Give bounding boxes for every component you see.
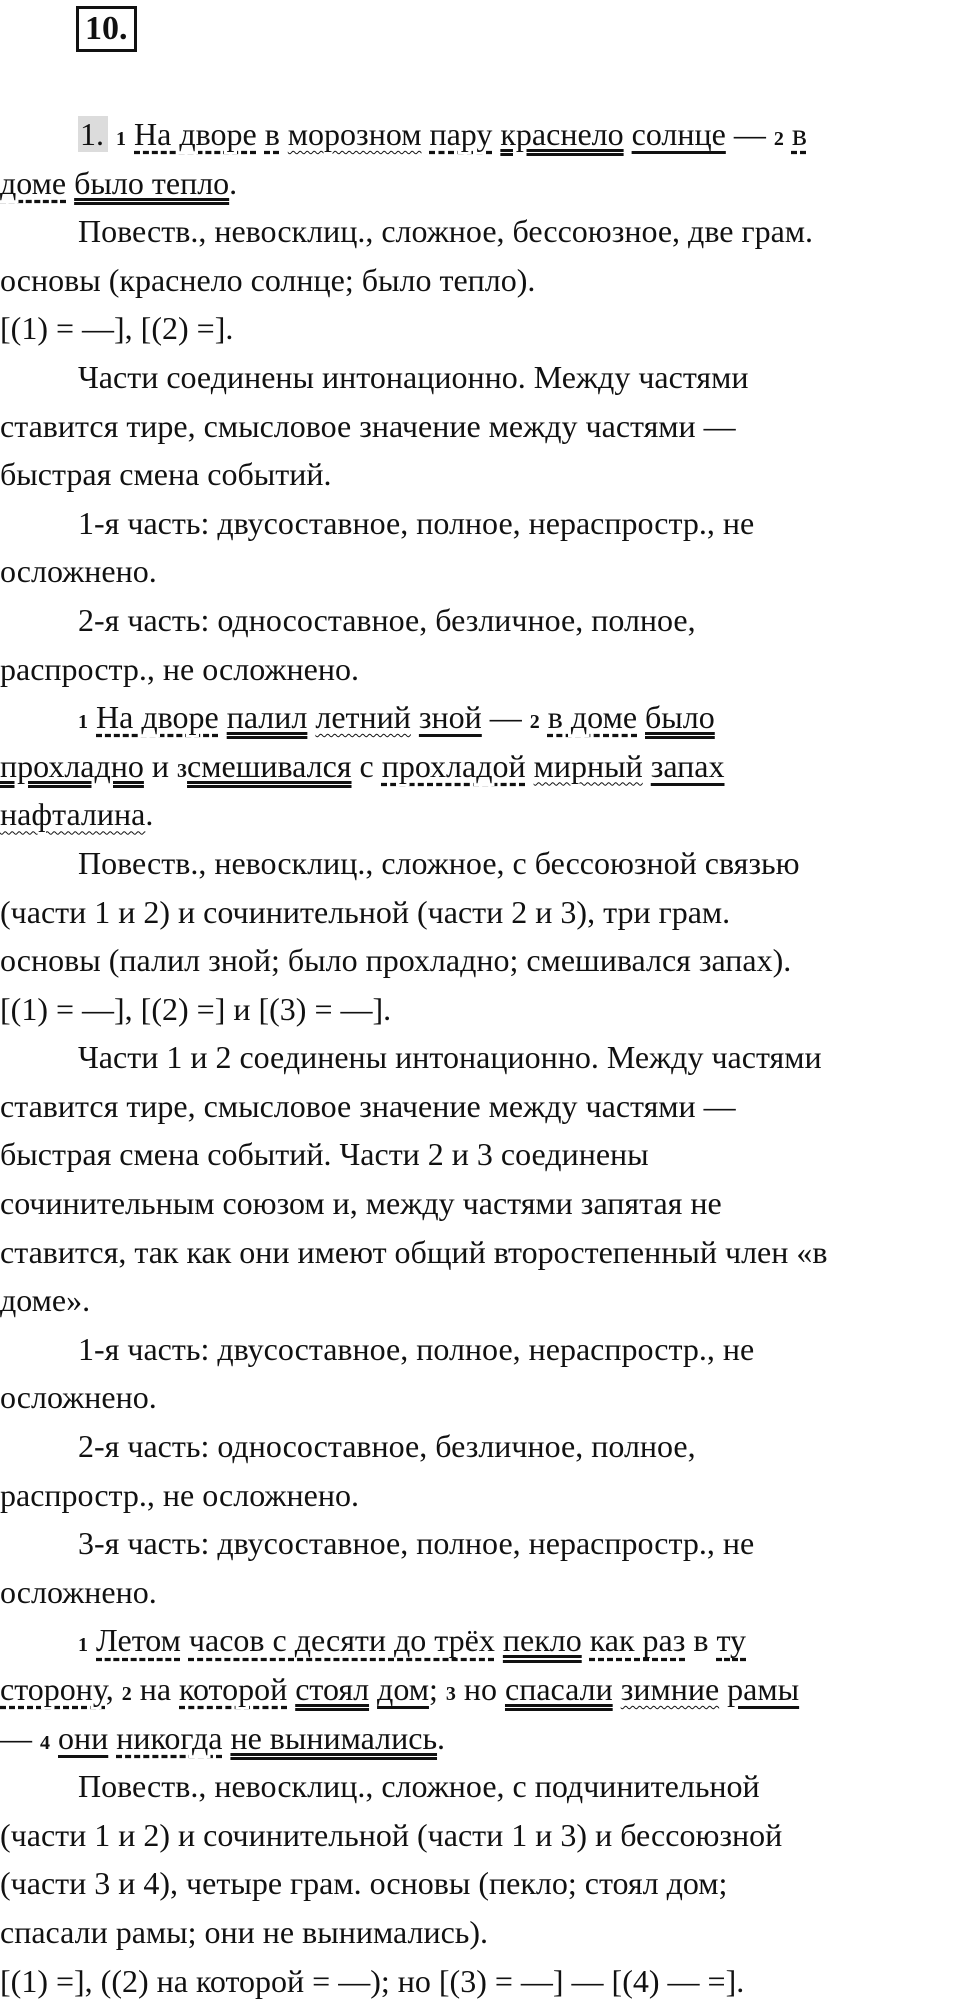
text-line: распростр., не осложнено. xyxy=(0,650,359,687)
part-number: 4 xyxy=(40,1731,50,1754)
predicate: смешивался xyxy=(187,747,352,784)
subject: запах xyxy=(650,747,725,784)
preposition: на xyxy=(139,1671,172,1707)
predicate: палил xyxy=(226,699,308,736)
text-line: (части 1 и 2) и сочинительной (части 1 и 3) и бессоюзной xyxy=(0,1816,783,1853)
period: . xyxy=(145,796,154,833)
sentence-2-line-3 xyxy=(0,790,940,839)
text-line: быстрая смена событий. xyxy=(0,456,332,493)
circumstance: которой xyxy=(179,1671,288,1707)
text-line: основы (палил зной; было прохладно; смешивался запах). xyxy=(0,942,792,979)
circumstance: никогда xyxy=(116,1719,223,1756)
predicate: прохладно xyxy=(0,747,144,784)
subject: солнце xyxy=(631,116,726,152)
preposition: с xyxy=(359,747,374,784)
predicate: стоял xyxy=(295,1671,370,1707)
conjunction: и xyxy=(151,747,170,784)
text-line: распростр., не осложнено. xyxy=(0,1476,359,1513)
scheme-2: [(1) = —], [(2) =] и [(3) = —]. xyxy=(0,990,392,1027)
attribute: зимние xyxy=(620,1671,720,1707)
predicate: было тепло xyxy=(74,164,230,201)
part-number: 2 xyxy=(121,1683,132,1705)
circumstance: в xyxy=(791,116,807,152)
document-body xyxy=(0,110,940,2005)
semicolon: ; xyxy=(428,1671,438,1707)
part-number: 1 xyxy=(116,128,126,150)
text-line: Повеств., невосклиц., сложное, с подчинительной xyxy=(78,1768,760,1805)
text-line: сочинительным союзом и, между частями запятая не xyxy=(0,1185,722,1222)
text-line: осложнено. xyxy=(0,1379,157,1416)
predicate: спасали xyxy=(504,1671,613,1707)
text-line: 2-я часть: односоставное, безличное, полное, xyxy=(78,1428,696,1465)
circumstance: На дворе xyxy=(96,699,219,736)
attribute: морозном xyxy=(287,116,422,152)
part-number: 2 xyxy=(773,128,784,150)
predicate: было xyxy=(645,699,715,736)
text-line: (части 3 и 4), четыре грам. основы (пекло; стоял дом; xyxy=(0,1865,728,1902)
text-line: основы (краснело солнце; было тепло). xyxy=(0,261,536,298)
circumstance: часов с десяти до трёх xyxy=(188,1622,495,1659)
task-number: 10. xyxy=(76,6,137,52)
circumstance: как раз xyxy=(589,1622,686,1659)
predicate: пекло xyxy=(502,1622,582,1659)
sentence-3-line-1 xyxy=(0,1616,940,1665)
dash: — xyxy=(733,116,766,152)
dash: — xyxy=(489,699,522,736)
item-label: 1. xyxy=(78,116,108,152)
scheme-3: [(1) =], ((2) на которой = —); но [(3) = —] — [(4) — =]. xyxy=(0,1962,745,1999)
circumstance: Летом xyxy=(96,1622,181,1659)
text-line: осложнено. xyxy=(0,1573,157,1610)
text-line: ставится тире, смысловое значение между частями — xyxy=(0,407,736,444)
attribute: нафталина xyxy=(0,796,146,833)
circumstance: На дворе xyxy=(134,116,257,152)
text-line: доме». xyxy=(0,1282,91,1319)
text-line: спасали рамы; они не вынимались). xyxy=(0,1913,489,1950)
text-line: ставится, так как они имеют общий второстепенный член «в xyxy=(0,1233,828,1270)
part-number: 3 xyxy=(445,1683,456,1705)
sentence-2-line-1 xyxy=(0,693,940,742)
text-line: Повеств., невосклиц., сложное, с бессоюзной связью xyxy=(78,844,800,881)
scheme-1: [(1) = —], [(2) =]. xyxy=(0,310,234,347)
comma: , xyxy=(105,1671,114,1707)
part-number: 1 xyxy=(78,1634,88,1657)
object: прохладой xyxy=(381,747,526,784)
subject: дом xyxy=(377,1671,429,1707)
period: . xyxy=(437,1719,446,1756)
circumstance: сторону xyxy=(0,1671,106,1707)
text-line: быстрая смена событий. Части 2 и 3 соединены xyxy=(0,1136,649,1173)
sentence-2-line-2 xyxy=(0,742,940,791)
sentence-3-line-3 xyxy=(0,1714,940,1763)
subject: они xyxy=(58,1719,109,1756)
predicate: краснело xyxy=(500,116,624,152)
circumstance: в xyxy=(264,116,280,152)
text-line: 1-я часть: двусоставное, полное, нераспростр., не xyxy=(78,1330,755,1367)
text-line: 2-я часть: односоставное, безличное, полное, xyxy=(78,601,696,638)
text-line: 3-я часть: двусоставное, полное, нераспростр., не xyxy=(78,1525,755,1562)
dash: — xyxy=(0,1719,32,1756)
attribute: мирный xyxy=(533,747,643,784)
text-line: 1-я часть: двусоставное, полное, нераспростр., не xyxy=(78,504,755,541)
text-line: Повеств., невосклиц., сложное, бессоюзное, две грам. xyxy=(78,213,814,250)
circumstance: пару xyxy=(429,116,493,152)
circumstance: в доме xyxy=(547,699,638,736)
text-line: осложнено. xyxy=(0,553,157,590)
subject: рамы xyxy=(727,1671,800,1707)
text-line: (части 1 и 2) и сочинительной (части 2 и 3), три грам. xyxy=(0,893,731,930)
subject: зной xyxy=(418,699,482,736)
text-line: Части 1 и 2 соединены интонационно. Между частями xyxy=(78,1039,822,1076)
sentence-1-line-2 xyxy=(0,159,940,208)
sentence-1-line-1 xyxy=(0,110,940,159)
part-number: 2 xyxy=(529,711,540,734)
sentence-3-line-2 xyxy=(0,1665,940,1714)
text-line: ставится тире, смысловое значение между частями — xyxy=(0,1087,736,1124)
part-number: 3 xyxy=(177,759,188,782)
conjunction: но xyxy=(463,1671,497,1707)
circumstance: доме xyxy=(0,164,67,201)
preposition: в xyxy=(693,1622,709,1659)
part-number: 1 xyxy=(78,711,88,734)
attribute: летний xyxy=(315,699,411,736)
text-line: Части соединены интонационно. Между частями xyxy=(78,358,749,395)
predicate: не вынимались xyxy=(230,1719,438,1756)
period: . xyxy=(229,164,238,201)
circumstance: ту xyxy=(716,1622,747,1659)
